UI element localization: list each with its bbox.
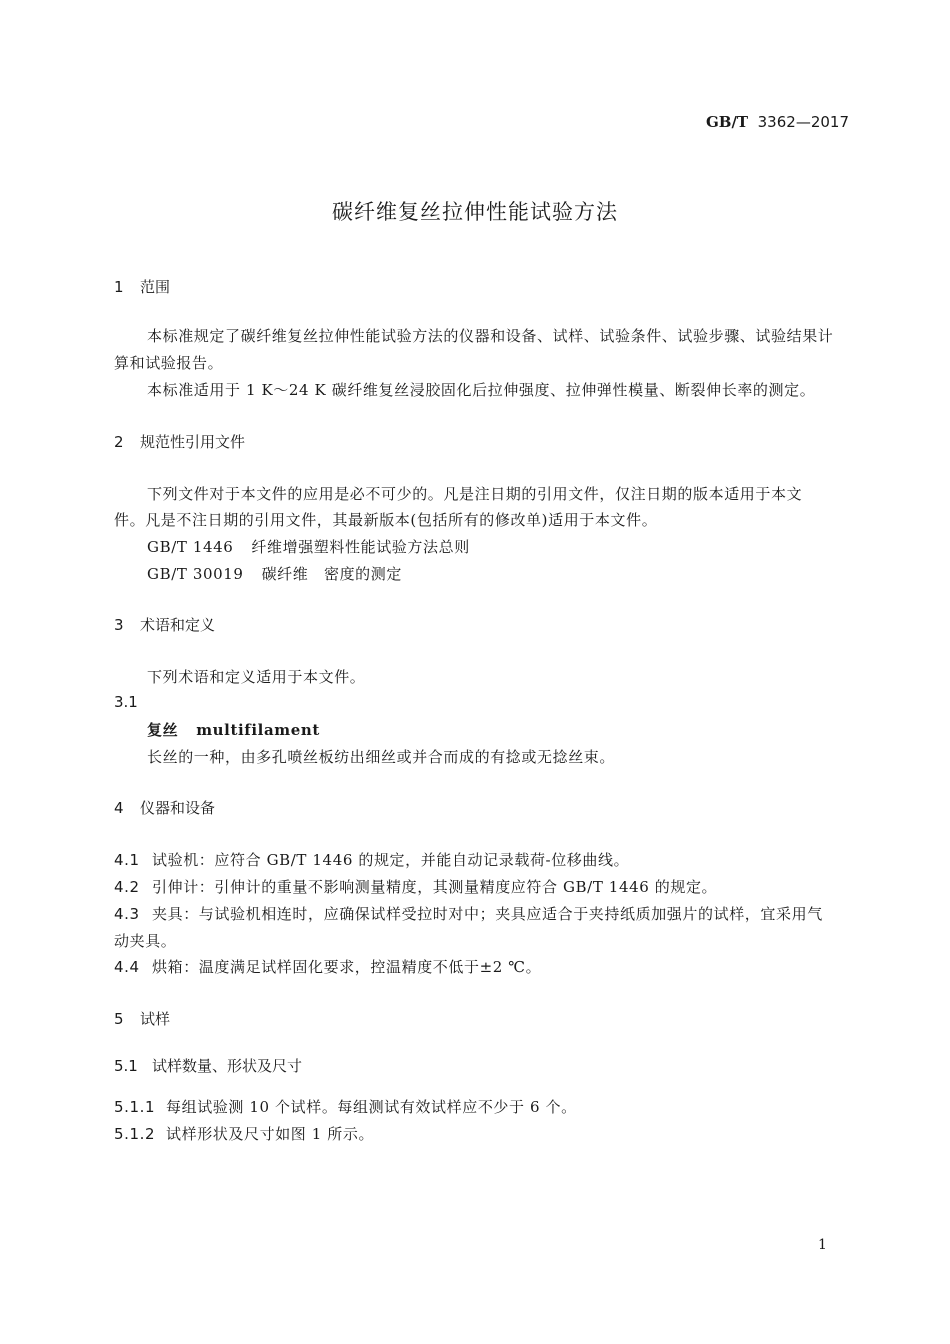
clause-item-continuation: 动夹具。 [114, 932, 177, 950]
section-2-heading: 2 规范性引用文件 [114, 433, 246, 451]
section-2-paragraph-line-2: 件。凡是不注日期的引用文件，其最新版本(包括所有的修改单)适用于本文件。 [114, 511, 658, 529]
section-2-paragraph-line-1: 下列文件对于本文件的应用是必不可少的。凡是注日期的引用文件，仅注日期的版本适用于本文 [147, 485, 803, 503]
term-definition: 长丝的一种，由多孔喷丝板纺出细丝或并合而成的有捻或无捻丝束。 [147, 748, 616, 766]
term-number: 3.1 [114, 693, 138, 711]
section-3-heading: 3 术语和定义 [114, 616, 216, 634]
subsection-5-1-heading: 5.1 试样数量、形状及尺寸 [114, 1057, 303, 1075]
clause-item: 5.1.2 试样形状及尺寸如图 1 所示。 [114, 1125, 375, 1143]
section-4-heading: 4 仪器和设备 [114, 799, 216, 817]
standard-code: GB/T 3362—2017 [705, 113, 849, 131]
section-5-heading: 5 试样 [114, 1010, 171, 1028]
page-number: 1 [818, 1237, 827, 1253]
clause-item: 4.4 烘箱：温度满足试样固化要求，控温精度不低于±2 ℃。 [114, 958, 542, 976]
section-1-heading: 1 范围 [114, 278, 171, 296]
reference-item: GB/T 30019 碳纤维 密度的测定 [147, 565, 402, 583]
clause-item: 4.3 夹具：与试验机相连时，应确保试样受拉时对中；夹具应适合于夹持纸质加强片的试样，宜采用气 [114, 905, 823, 923]
term-entry: 复丝 multifilament [147, 721, 320, 739]
reference-item: GB/T 1446 纤维增强塑料性能试验方法总则 [147, 538, 470, 556]
section-1-paragraph-1-line-1: 本标准规定了碳纤维复丝拉伸性能试验方法的仪器和设备、试样、试验条件、试验步骤、试验结果计 [147, 327, 834, 345]
section-1-paragraph-1-line-2: 算和试验报告。 [114, 354, 224, 372]
clause-item: 4.2 引伸计：引伸计的重量不影响测量精度，其测量精度应符合 GB/T 1446 的规定。 [114, 878, 718, 896]
clause-item: 4.1 试验机：应符合 GB/T 1446 的规定，并能自动记录载荷-位移曲线。 [114, 851, 630, 869]
section-3-paragraph: 下列术语和定义适用于本文件。 [147, 668, 366, 686]
document-title: 碳纤维复丝拉伸性能试验方法 [332, 200, 618, 224]
section-1-paragraph-2: 本标准适用于 1 K～24 K 碳纤维复丝浸胶固化后拉伸强度、拉伸弹性模量、断裂伸长率的测定。 [147, 381, 816, 399]
clause-item: 5.1.1 每组试验测 10 个试样。每组测试有效试样应不少于 6 个。 [114, 1098, 577, 1116]
